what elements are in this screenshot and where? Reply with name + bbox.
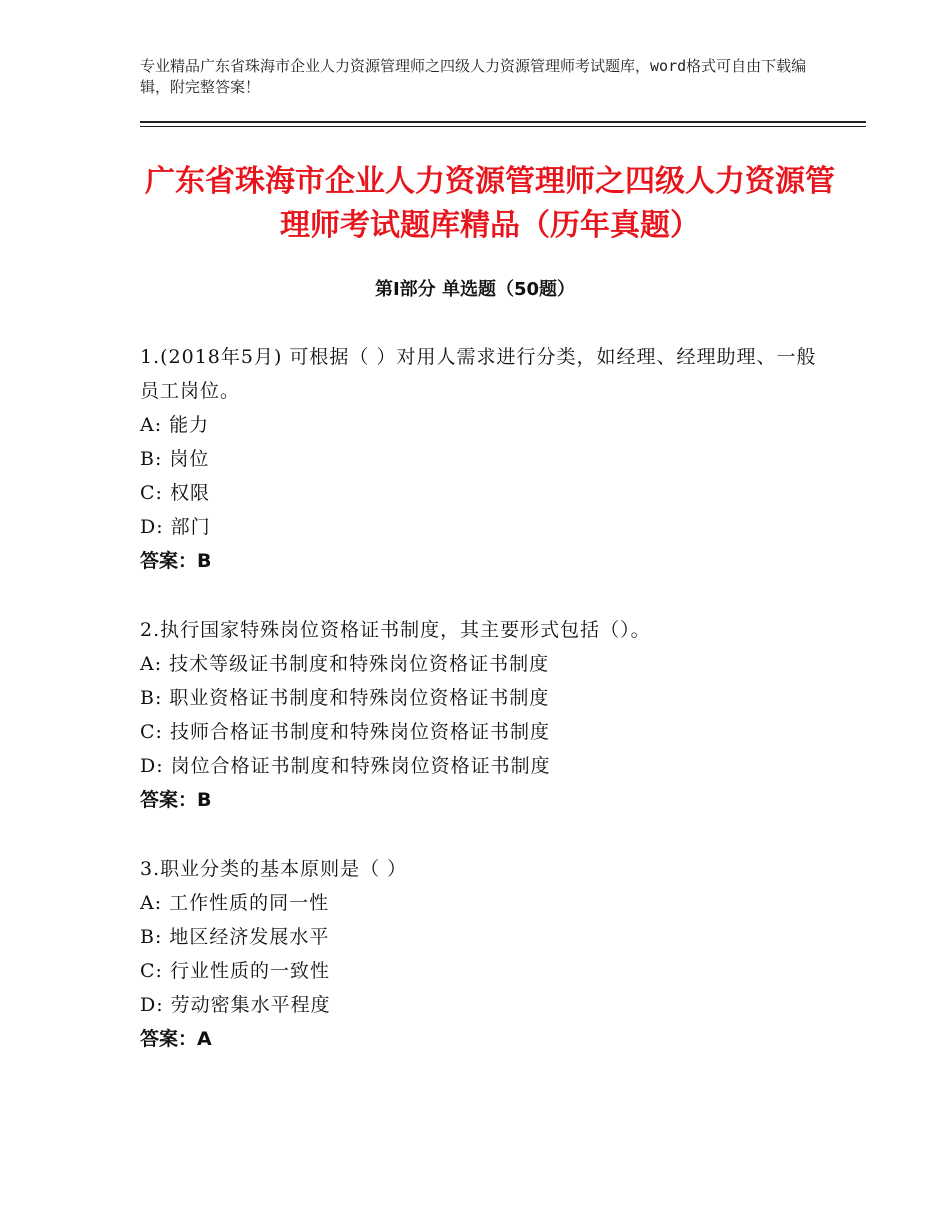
option-c: C: 权限: [140, 482, 210, 504]
question-2: [140, 613, 820, 817]
option-c: C: 技师合格证书制度和特殊岗位资格证书制度: [140, 721, 550, 743]
option-d: D: 部门: [140, 516, 211, 538]
header-rule-thin: [140, 126, 866, 127]
question-3: [140, 852, 820, 1056]
option-d: D: 劳动密集水平程度: [140, 994, 331, 1016]
option-a: A: 工作性质的同一性: [140, 892, 330, 914]
question-stem: 3.职业分类的基本原则是（ ）: [140, 858, 408, 880]
question-list: [140, 340, 820, 1091]
question-1: [140, 340, 820, 578]
answer: 答案：B: [140, 789, 212, 811]
question-stem: 1.(2018年5月) 可根据（ ）对用人需求进行分类，如经理、经理助理、一般员工岗位。: [140, 346, 817, 402]
option-c: C: 行业性质的一致性: [140, 960, 330, 982]
answer: 答案：B: [140, 550, 212, 572]
header-note: 专业精品广东省珠海市企业人力资源管理师之四级人力资源管理师考试题库，word格式可自由下载编辑，附完整答案！: [140, 57, 807, 96]
question-stem: 2.执行国家特殊岗位资格证书制度，其主要形式包括（）。: [140, 619, 651, 641]
document-title: 广东省珠海市企业人力资源管理师之四级人力资源管理师考试题库精品（历年真题）: [145, 164, 835, 243]
option-d: D: 岗位合格证书制度和特殊岗位资格证书制度: [140, 755, 551, 777]
header-rule-thick: [140, 121, 866, 123]
option-a: A: 能力: [140, 414, 210, 436]
option-b: B: 职业资格证书制度和特殊岗位资格证书制度: [140, 687, 550, 709]
section-title: 第Ⅰ部分 单选题（50题）: [374, 279, 575, 300]
option-b: B: 地区经济发展水平: [140, 926, 330, 948]
answer: 答案：A: [140, 1028, 212, 1050]
option-b: B: 岗位: [140, 448, 210, 470]
option-a: A: 技术等级证书制度和特殊岗位资格证书制度: [140, 653, 550, 675]
